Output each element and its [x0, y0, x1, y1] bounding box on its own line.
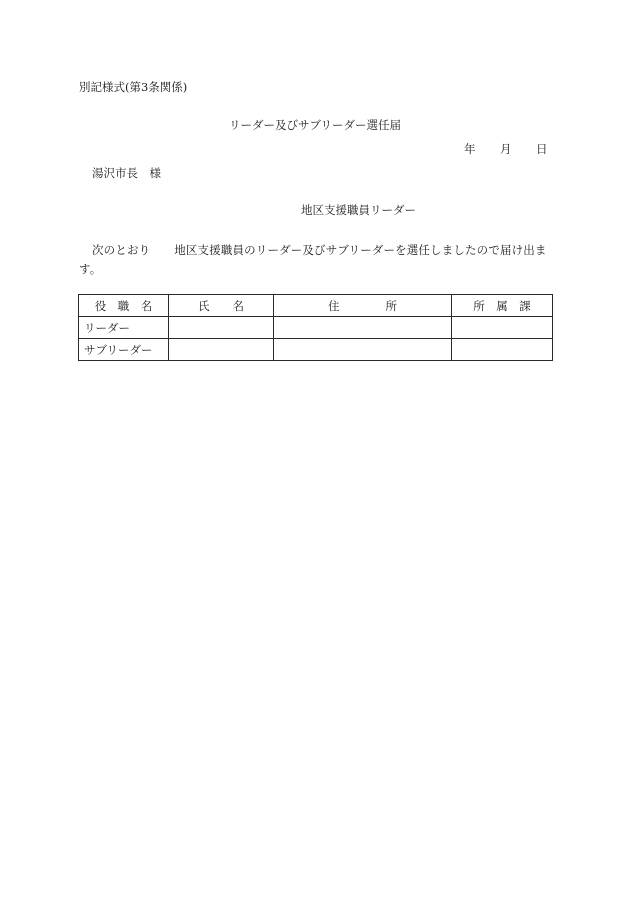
header-role: 役 職 名	[79, 295, 169, 317]
addressee: 湯沢市長 様	[92, 166, 161, 180]
header-address: 住 所	[274, 295, 452, 317]
header-name: 氏 名	[169, 295, 274, 317]
cell-address	[274, 317, 452, 339]
table-row	[79, 339, 553, 361]
cell-department	[452, 339, 553, 361]
date-month-label: 月	[500, 142, 512, 156]
cell-department	[452, 317, 553, 339]
document-title: リーダー及びサブリーダー選任届	[228, 118, 402, 132]
table-row	[79, 317, 553, 339]
body-paragraph	[79, 241, 553, 279]
cell-name	[169, 317, 274, 339]
date-day-label: 日	[536, 142, 548, 156]
header-department: 所 属 課	[452, 295, 553, 317]
cell-name	[169, 339, 274, 361]
roster-table	[78, 294, 553, 361]
body-text-part2: 地区支援職員のリーダー及びサブリーダーを選任しましたので届け出ます。	[79, 243, 547, 276]
date-year-label: 年	[464, 142, 476, 156]
table-header-row	[79, 295, 553, 317]
sender: 地区支援職員リーダー	[301, 203, 416, 217]
form-label: 別記様式(第3条関係)	[79, 80, 188, 94]
body-text-part1: 次のとおり	[92, 243, 151, 257]
cell-role: リーダー	[79, 317, 169, 339]
cell-role: サブリーダー	[79, 339, 169, 361]
cell-address	[274, 339, 452, 361]
